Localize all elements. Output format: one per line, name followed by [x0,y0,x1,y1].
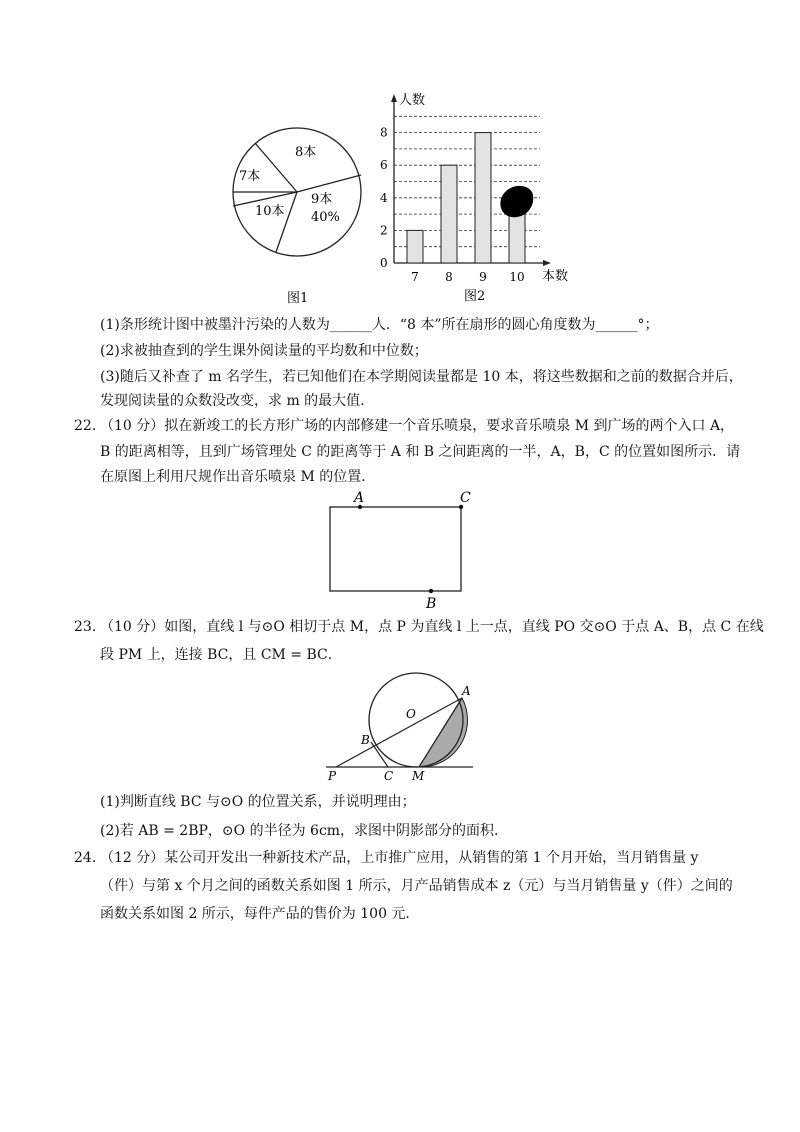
label-m: M [412,769,425,783]
y-tick-label: 0 [380,256,388,270]
pie-label-8: 8本 [295,145,317,160]
square-rectangle [330,507,461,591]
y-tick-label: 8 [380,125,388,140]
pie-caption: 图1 [287,291,309,306]
x-tick-label: 10 [509,270,525,284]
pie-label-9: 9本 [311,192,333,207]
y-tick-label: 4 [380,190,388,205]
q21-part2: (2)求被抽查到的学生课外阅读量的平均数和中位数； [100,343,428,359]
pie-chart [225,120,375,310]
bar-7 [407,230,423,263]
q22-line1: （10 分）拟在新竣工的长方形广场的内部修建一个音乐喷泉，要求音乐喷泉 M 到广场的两个入口 A， [100,418,735,434]
q24-line2: （件）与第 x 个月之间的函数关系如图 1 所示，月产品销售成本 z（元）与当月销售量 y（件）之间的 [100,878,733,894]
label-b: B [426,596,437,612]
label-a: A [462,684,471,698]
bar-chart [370,88,580,310]
bar-10 [509,214,525,263]
bar-8 [441,165,457,263]
rectangle-figure [320,487,480,613]
q24-line3: 函数关系如图 2 所示，每件产品的售价为 100 元. [100,906,410,922]
label-c: C [460,490,471,506]
label-c: C [384,769,394,783]
y-tick-label: 6 [380,158,388,173]
x-axis-arrow [543,260,551,266]
q23-part2: (2)若 AB = 2BP，⊙O 的半径为 6cm，求图中阴影部分的面积. [100,823,499,839]
label-p: P [328,769,337,783]
label-b: B [361,733,370,747]
circle-figure [320,668,480,784]
bar-caption: 图2 [464,289,486,304]
q23-number: 23. [74,619,97,635]
q24-line1: （12 分）某公司开发出一种新技术产品，上市推广应用，从销售的第 1 个月开始，当月销售量 y [100,850,699,866]
pie-label-40: 40% [311,210,340,225]
y-tick-label: 2 [380,223,388,238]
x-tick-label: 8 [445,270,453,284]
x-tick-label: 7 [411,270,419,284]
x-tick-labels [411,270,524,284]
q22-line3: 在原图上利用尺规作出音乐喷泉 M 的位置. [100,469,366,485]
q21-part3b: 发现阅读量的众数没改变，求 m 的最大值. [100,393,365,409]
label-o: O [406,707,416,721]
pie-label-7: 7本 [239,169,261,184]
ink-blot [500,186,533,217]
bar-9 [475,133,491,263]
q22-number: 22. [74,418,97,434]
point-b [429,589,433,593]
y-axis-arrow [391,94,397,102]
q24-number: 24. [74,850,97,866]
q21-part3a: (3)随后又补查了 m 名学生，若已知他们在本学期阅读量都是 10 本，将这些数据和之前的数据合并后， [100,369,743,385]
pie-label-10: 10本 [255,204,285,219]
x-tick-label: 9 [479,270,487,284]
y-axis-label: 人数 [399,93,426,108]
x-axis-label: 本数 [542,269,569,284]
y-tick-labels [380,126,388,270]
segment-bc [371,742,388,767]
q23-line1: （10 分）如图，直线 l 与⊙O 相切于点 M，点 P 为直线 l 上一点，直线 PO 交⊙O 于点 A、B，点 C 在线 [100,619,764,635]
q23-part1: (1)判断直线 BC 与⊙O 的位置关系，并说明理由； [100,794,416,810]
label-a: A [354,490,365,506]
q21-part1: (1)条形统计图中被墨汁污染的人数为______人．“8 本”所在扇形的圆心角度数为______°； [100,317,659,333]
q23-line2: 段 PM 上，连接 BC，且 CM = BC． [100,647,342,663]
q22-line2: B 的距离相等，且到广场管理处 C 的距离等于 A 和 B 之间距离的一半，A，B，C 的位置如图所示．请 [100,444,741,460]
